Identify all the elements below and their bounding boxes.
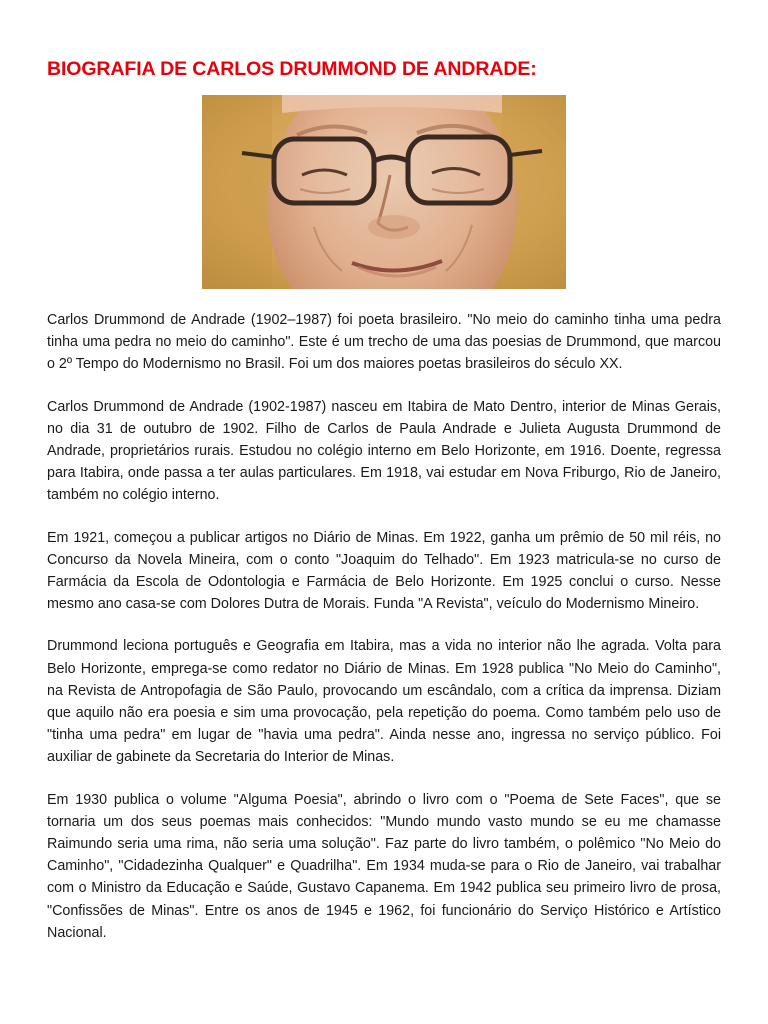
- paragraph: Em 1930 publica o volume "Alguma Poesia", abrindo o livro com o "Poema de Sete Faces", que se tornaria um dos seus poemas mais conhecidos: "Mundo mundo vasto mundo se eu me chamasse Raimundo seria uma rima, não seria uma solução". Faz parte do livro também, o polêmico "No Meio do Caminho", "Cidadezinha Qualquer" e Quadrilha". Em 1934 muda-se para o Rio de Janeiro, vai trabalhar com o Ministro da Educação e Saúde, Gustavo Capanema. Em 1942 publica seu primeiro livro de prosa, "Confissões de Minas". Entre os anos de 1945 e 1962, foi funcionário do Serviço Histórico e Artístico Nacional.: [47, 791, 721, 941]
- biography-body: [47, 309, 721, 964]
- page-title: BIOGRAFIA DE CARLOS DRUMMOND DE ANDRADE:: [47, 58, 537, 80]
- paragraph: Drummond leciona português e Geografia em Itabira, mas a vida no interior não lhe agrada. Volta para Belo Horizonte, emprega-se como redator no Diário de Minas. Em 1928 publica "No Meio do Caminho", na Revista de Antropofagia de São Paulo, provocando um escândalo, com a crítica da imprensa. Diziam que aquilo não era poesia e sim uma provocação, pela repetição do poema. Como também pelo uso de "tinha uma pedra" em lugar de "havia uma pedra". Ainda nesse ano, ingressa no serviço público. Foi auxiliar de gabinete da Secretaria do Interior de Minas.: [47, 638, 721, 766]
- paragraph: Em 1921, começou a publicar artigos no Diário de Minas. Em 1922, ganha um prêmio de 50 mil réis, no Concurso da Novela Mineira, com o conto "Joaquim do Telhado". Em 1923 matricula-se no curso de Farmácia da Escola de Odontologia e Farmácia de Belo Horizonte. Em 1925 conclui o curso. Nesse mesmo ano casa-se com Dolores Dutra de Morais. Funda "A Revista", veículo do Modernismo Mineiro.: [47, 529, 721, 613]
- paragraph: Carlos Drummond de Andrade (1902–1987) foi poeta brasileiro. "No meio do caminho tinha uma pedra tinha uma pedra no meio do caminho". Este é um trecho de uma das poesias de Drummond, que marcou o 2º Tempo do Modernismo no Brasil. Foi um dos maiores poetas brasileiros do século XX.: [47, 312, 721, 373]
- paragraph: Carlos Drummond de Andrade (1902-1987) nasceu em Itabira de Mato Dentro, interior de Minas Gerais, no dia 31 de outubro de 1902. Filho de Carlos de Paula Andrade e Julieta Augusta Drummond de Andrade, proprietários rurais. Estudou no colégio interno em Belo Horizonte, em 1916. Doente, regressa para Itabira, onde passa a ter aulas particulares. Em 1918, vai estudar em Nova Friburgo, Rio de Janeiro, também no colégio interno.: [47, 398, 721, 504]
- portrait-photo-icon: [202, 95, 566, 289]
